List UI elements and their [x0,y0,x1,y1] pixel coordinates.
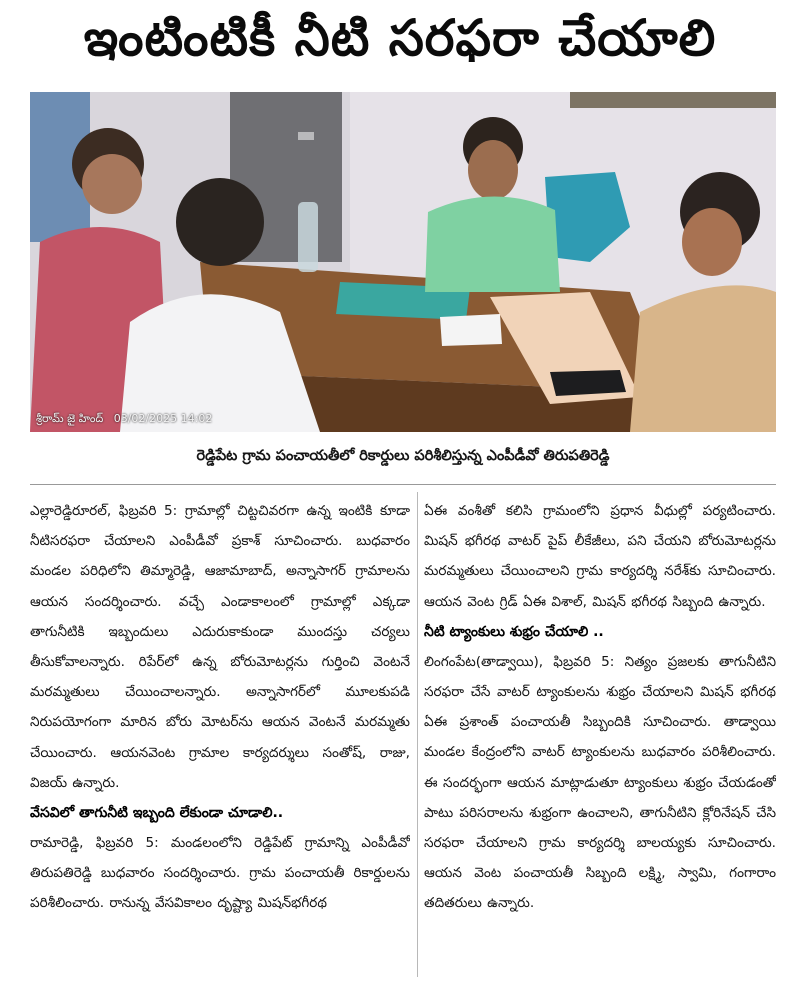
photo-caption: రెడ్డిపేట గ్రామ పంచాయతీలో రికార్డులు పరిశీలిస్తున్న ఎంపీడీవో తిరుపతిరెడ్డి [196,448,610,464]
photo-timestamp [36,412,212,428]
photo-watermark: శ్రీరామ్ జై హింద్ [36,412,104,425]
news-photo [30,92,776,432]
article-paragraph: ఎల్లారెడ్డిరూరల్, ఫిబ్రవరి 5: గ్రామాల్లో చిట్టచివరగా ఉన్న ఇంటికి కూడా నీటిసరఫరా చేయాలని ఎంపీడీవో ప్రకాశ్ సూచించారు. బుధవారం మండల పరిధిలోని తిమ్మారెడ్డి, ఆజామాబాద్, అన్నాసాగర్ గ్రామాలను ఆయన సందర్శించారు. వచ్చే ఎండాకాలంలో గ్రామాల్లో ఎక్కడా తాగునీటికి ఇబ్బందులు ఎదురుకాకుండా ముందస్తు చర్యలు తీసుకోవాలన్నారు. రిపేర్‌లో ఉన్న బోరుమోటర్లను గుర్తించి వెంటనే మరమ్మతులు చేయించాలన్నారు. అన్నాసాగర్‌లో మూలకుపడి నిరుపయోగంగా మారిన బోరు మోటర్‌ను ఆయన వెంటనే మరమ్మతు చేయించారు. ఆయనవెంట గ్రామాల కార్యదర్శులు సంతోష్, రాజు, విజయ్ ఉన్నారు. [30,503,410,791]
article-subheading: నీటి ట్యాంకులు శుభ్రం చేయాలి .. [424,623,604,640]
article-subheading: వేసవిలో తాగునీటి ఇబ్బంది లేకుండా చూడాలి.. [30,805,284,822]
article-paragraph: రామారెడ్డి, ఫిబ్రవరి 5: మండలంలోని రెడ్డిపేట్ గ్రామాన్ని ఎంపీడీవో తిరుపతిరెడ్డి బుధవారం సందర్శించారు. గ్రామ పంచాయతీ రికార్డులను పరిశీలించారు. రానున్న వేసవికాలం దృష్ట్యా మిషన్‌భగీరథ [30,835,410,912]
photo-illustration [30,92,776,432]
divider-line [30,484,776,485]
column-divider [417,492,418,977]
article-paragraph: ఏఈ వంశీతో కలిసి గ్రామంలోని ప్రధాన వీధుల్లో పర్యటించారు. మిషన్ భగీరథ వాటర్ పైప్ లీకేజీలు, పని చేయని బోరుమోటర్లను మరమ్మతులు చేయించాలని గ్రామ కార్యదర్శి నరేశ్‌కు సూచించారు. ఆయన వెంట గ్రిడ్ ఏఈ విశాల్, మిషన్ భగీరథ సిబ్బంది ఉన్నారు. [424,503,776,610]
article-column-left [30,496,410,980]
article-column-right [424,496,776,980]
article-paragraph: లింగంపేట(తాడ్వాయి), ఫిబ్రవరి 5: నిత్యం ప్రజలకు తాగునీటిని సరఫరా చేసే వాటర్ ట్యాంకులను శుభ్రం చేయాలని మిషన్ భగీరథ ఏఈ ప్రశాంత్ పంచాయతీ సిబ్బందికి సూచించారు. తాడ్వాయి మండల కేంద్రంలోని వాటర్ ట్యాంకులను బుధవారం పరిశీలించారు. ఈ సందర్భంగా ఆయన మాట్లాడుతూ ట్యాంకులు శుభ్రం చేయడంతో పాటు పరిసరాలను శుభ్రంగా ఉంచాలని, తాగునీటిని క్లోరినేషన్ చేసి సరఫరా చేయాలని గ్రామ కార్యదర్శి బాలయ్యకు సూచించారు. ఆయన వెంట పంచాయతీ సిబ్బంది లక్ష్మి, స్వామి, గంగారాం తదితరులు ఉన్నారు. [424,653,776,912]
photo-datetime: 03/02/2025 14:02 [113,412,213,425]
headline: ఇంటింటికీ నీటి సరఫరా చేయాలి [83,8,717,67]
